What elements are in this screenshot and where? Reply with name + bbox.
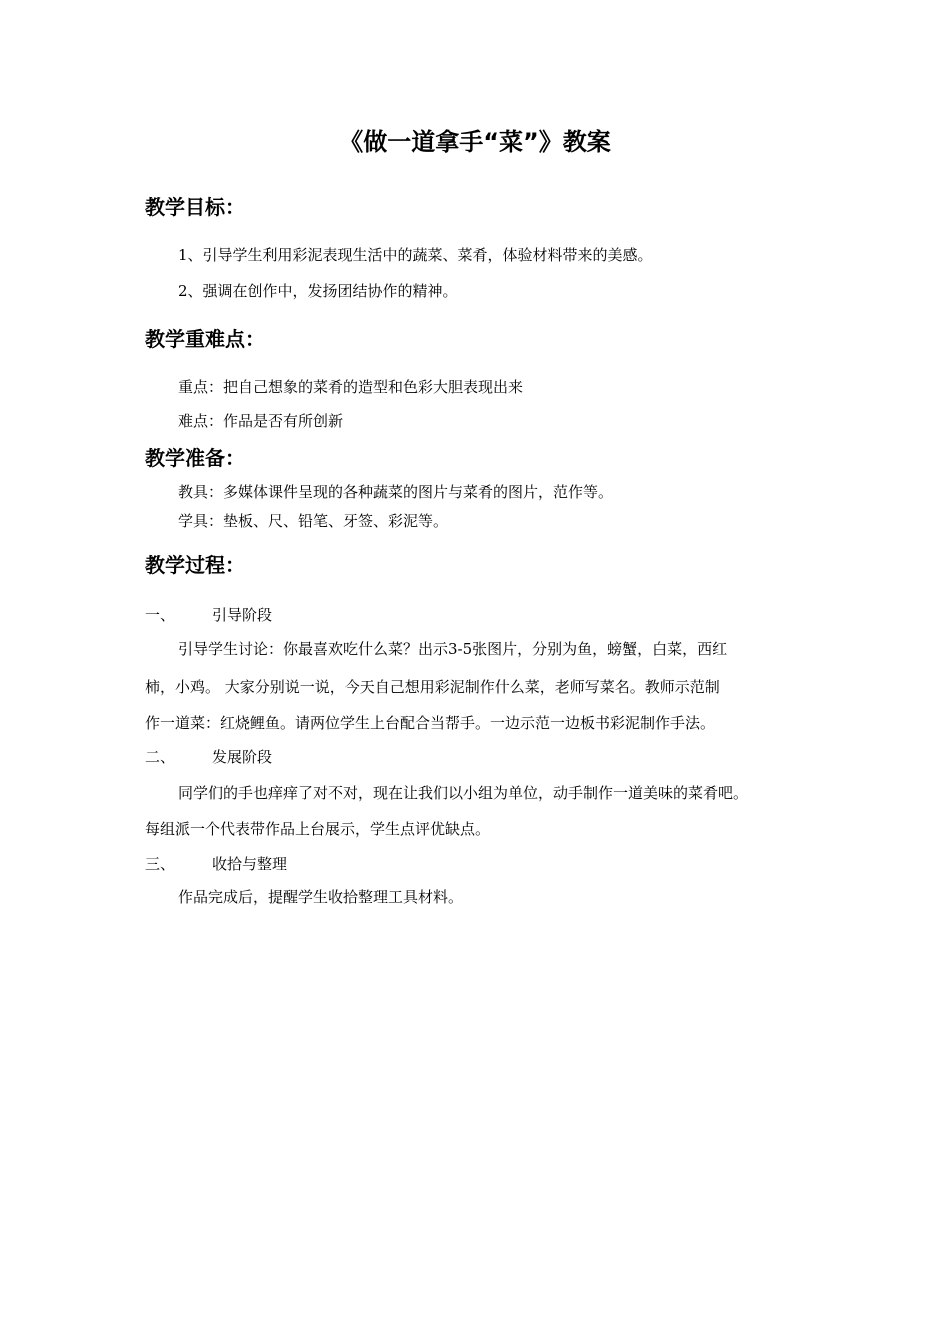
step-paragraph-line: 作品完成后，提醒学生收拾整理工具材料。 — [178, 888, 464, 906]
process-step-heading — [145, 853, 287, 875]
step-paragraph-line: 作一道菜：红烧鲤鱼。请两位学生上台配合当帮手。一边示范一边板书彩泥制作手法。 — [145, 714, 716, 732]
step-label: 发展阶段 — [212, 748, 273, 766]
step-paragraph-line: 每组派一个代表带作品上台展示，学生点评优缺点。 — [145, 820, 491, 838]
step-number: 二、 — [145, 748, 176, 766]
objective-item: 1、引导学生利用彩泥表现生活中的蔬菜、菜肴，体验材料带来的美感。 — [178, 246, 653, 264]
step-label: 引导阶段 — [212, 606, 273, 624]
step-number: 一、 — [145, 606, 176, 624]
document-title: 《做一道拿手“菜”》教案 — [339, 128, 611, 156]
objectives-heading: 教学目标： — [145, 195, 245, 219]
process-heading: 教学过程： — [145, 553, 245, 577]
difficulty-item: 难点：作品是否有所创新 — [178, 412, 344, 430]
step-label: 收拾与整理 — [212, 855, 288, 873]
preparation-item: 教具：多媒体课件呈现的各种蔬菜的图片与菜肴的图片，范作等。 — [178, 483, 614, 501]
preparation-heading: 教学准备： — [145, 446, 245, 470]
step-paragraph-line: 引导学生讨论：你最喜欢吃什么菜？出示3-5张图片，分别为鱼，螃蟹，白菜，西红 — [178, 640, 728, 658]
process-step-heading — [145, 746, 272, 768]
step-paragraph-line: 柿，小鸡。 大家分别说一说，今天自己想用彩泥制作什么菜，老师写菜名。教师示范制 — [145, 678, 720, 696]
step-number: 三、 — [145, 855, 176, 873]
step-paragraph-line: 同学们的手也痒痒了对不对，现在让我们以小组为单位，动手制作一道美味的菜肴吧。 — [178, 784, 749, 802]
process-step-heading — [145, 604, 272, 626]
key-point-item: 重点：把自己想象的菜肴的造型和色彩大胆表现出来 — [178, 378, 524, 396]
preparation-item: 学具：垫板、尺、铅笔、牙签、彩泥等。 — [178, 512, 449, 530]
objective-item: 2、强调在创作中，发扬团结协作的精神。 — [178, 282, 458, 300]
key-points-heading: 教学重难点： — [145, 327, 265, 351]
